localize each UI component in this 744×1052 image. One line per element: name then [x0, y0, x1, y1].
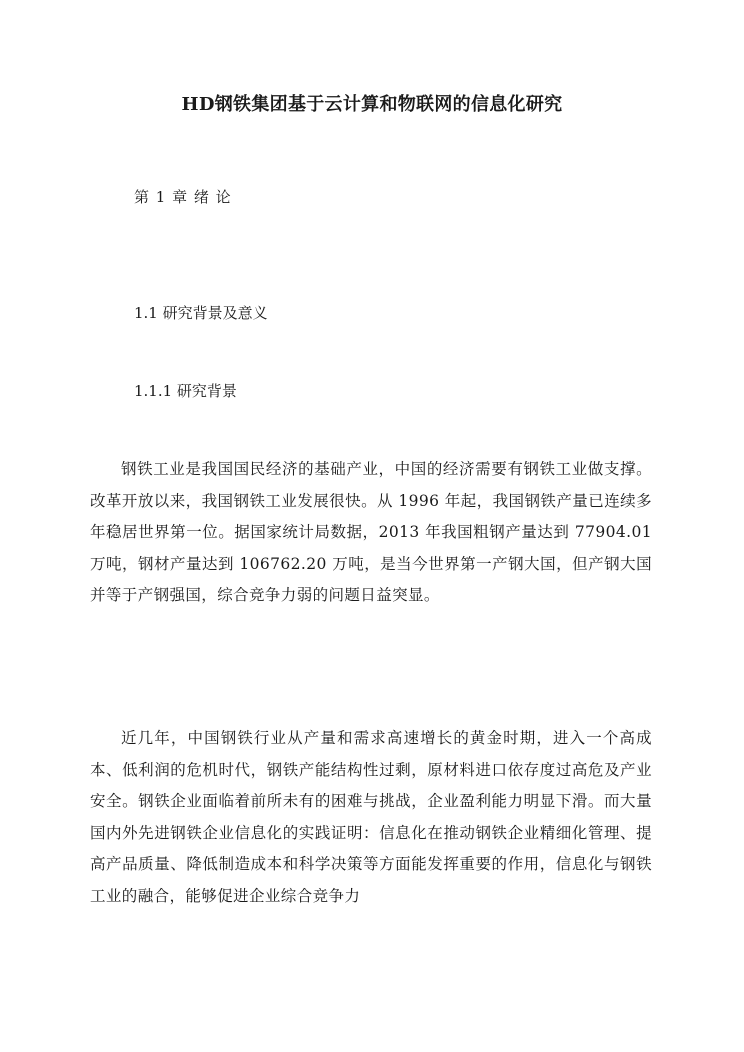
chapter-heading: 第 1 章 绪 论: [134, 188, 232, 206]
body-paragraph: 钢铁工业是我国国民经济的基础产业，中国的经济需要有钢铁工业做支撑。改革开放以来，我国钢铁工业发展很快。从 1996 年起，我国钢铁产量已连续多年稳居世界第一位。据国家统计局数据，2013 年我国粗钢产量达到 77904.01 万吨，钢材产量达到 106762.20 万吨，是当今世界第一产钢大国，但产钢大国并等于产钢强国，综合竞争力弱的问题日益突显。: [90, 460, 652, 604]
subsection-heading: 1.1.1 研究背景: [134, 382, 237, 400]
document-title: HD钢铁集团基于云计算和物联网的信息化研究: [181, 94, 563, 115]
body-paragraph: 近几年，中国钢铁行业从产量和需求高速增长的黄金时期，进入一个高成本、低利润的危机时代，钢铁产能结构性过剩，原材料进口依存度过高危及产业安全。钢铁企业面临着前所未有的困难与挑战，企业盈利能力明显下滑。而大量国内外先进钢铁企业信息化的实践证明：信息化在推动钢铁企业精细化管理、提高产品质量、降低制造成本和科学决策等方面能发挥重要的作用，信息化与钢铁工业的融合，能够促进企业综合竞争力: [90, 729, 652, 905]
section-heading: 1.1 研究背景及意义: [134, 304, 268, 322]
